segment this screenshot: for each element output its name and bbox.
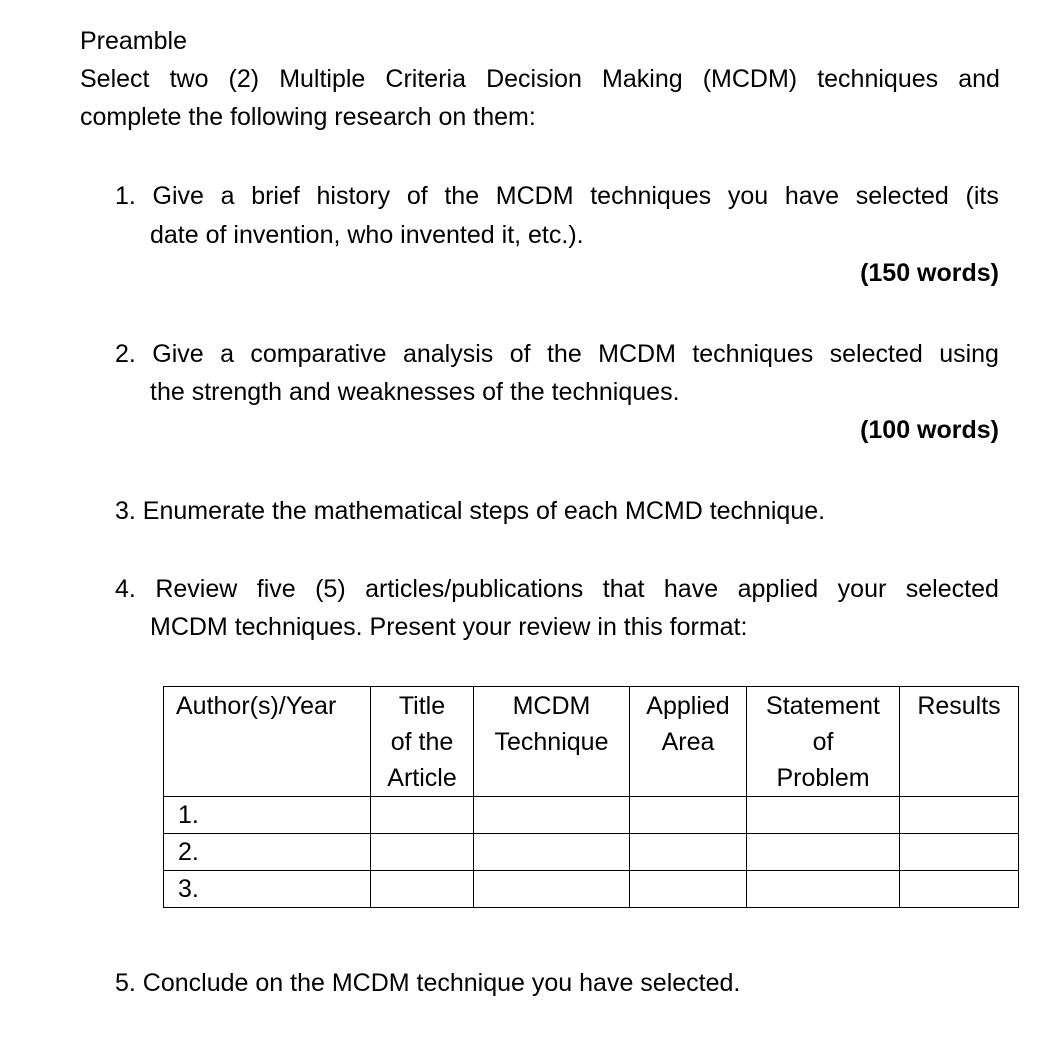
table-header-row: [164, 687, 1019, 797]
row-number: 1.: [164, 797, 371, 834]
word: Decision: [486, 65, 582, 93]
header-line: Area: [661, 728, 715, 756]
item-1-line-2: date of invention, who invented it, etc.).: [150, 221, 584, 249]
item-4-line-2: MCDM techniques. Present your review in this format:: [150, 613, 748, 641]
item-1-word-count: (150 words): [860, 259, 999, 287]
word: Criteria: [385, 65, 466, 93]
word: 2.: [115, 340, 136, 368]
preamble-paragraph: [80, 60, 1000, 136]
header-line: Applied: [646, 692, 730, 720]
word: Review: [155, 575, 238, 603]
item-2-line-2: the strength and weaknesses of the techniques.: [150, 378, 680, 406]
row-number: 2.: [164, 834, 371, 871]
word: a: [220, 182, 235, 210]
table-cell: [371, 834, 474, 871]
header-line: of: [812, 728, 834, 756]
word: history: [316, 182, 391, 210]
header-line: Article: [387, 764, 457, 792]
word: the: [444, 182, 480, 210]
word: your: [837, 575, 887, 603]
word: Multiple: [279, 65, 366, 93]
word: and: [958, 65, 1000, 93]
word: the: [546, 340, 582, 368]
word: Select: [80, 65, 150, 93]
word: (5): [315, 575, 346, 603]
word: five: [256, 575, 296, 603]
table-cell: [900, 871, 1019, 908]
table-row: [164, 871, 1019, 908]
preamble-line-1: [80, 60, 1000, 98]
header-line: MCDM: [512, 692, 591, 720]
header-applied-area: [630, 687, 747, 797]
word: 1.: [115, 182, 136, 210]
table-cell: [371, 871, 474, 908]
header-statement-of-problem: [747, 687, 900, 797]
word: 4.: [115, 575, 136, 603]
word: analysis: [402, 340, 494, 368]
table-cell: [900, 834, 1019, 871]
preamble-title: Preamble: [80, 27, 187, 55]
table-cell: [371, 797, 474, 834]
table-cell: [474, 797, 630, 834]
header-line: Author(s)/Year: [176, 692, 337, 720]
item-1-line-1: [115, 177, 999, 215]
item-2-line-1: [115, 335, 999, 373]
word: techniques: [692, 340, 814, 368]
word: you: [727, 182, 769, 210]
table-cell: [630, 834, 747, 871]
header-line: Problem: [776, 764, 870, 792]
table-cell: [747, 797, 900, 834]
word: of: [509, 340, 531, 368]
word: comparative: [250, 340, 387, 368]
header-mcdm-technique: [474, 687, 630, 797]
word: have: [663, 575, 719, 603]
word: brief: [251, 182, 300, 210]
header-author-year: [164, 687, 371, 797]
item-4-line-1: [115, 570, 999, 608]
word: Give: [152, 182, 204, 210]
word: two: [169, 65, 209, 93]
item-5-line-1: 5. Conclude on the MCDM technique you have selected.: [115, 969, 741, 997]
word: Making: [602, 65, 683, 93]
table-cell: [747, 834, 900, 871]
word: MCDM: [495, 182, 574, 210]
word: (its: [965, 182, 999, 210]
word: techniques: [817, 65, 939, 93]
word: applied: [737, 575, 819, 603]
row-number: 3.: [164, 871, 371, 908]
header-line: Statement: [766, 692, 880, 720]
word: selected: [829, 340, 923, 368]
word: using: [939, 340, 999, 368]
word: of: [406, 182, 428, 210]
table-row: [164, 797, 1019, 834]
word: (2): [228, 65, 260, 93]
word: that: [602, 575, 645, 603]
word: a: [220, 340, 234, 368]
table-row: [164, 834, 1019, 871]
header-line: Technique: [494, 728, 609, 756]
word: have: [784, 182, 840, 210]
word: MCDM: [598, 340, 676, 368]
item-3-line-1: 3. Enumerate the mathematical steps of each MCMD technique.: [115, 497, 826, 525]
word: selected: [905, 575, 999, 603]
table-cell: [474, 834, 630, 871]
header-line: Title: [398, 692, 446, 720]
review-format-table: [163, 686, 1019, 908]
item-2-word-count: (100 words): [860, 416, 999, 444]
header-line: of the: [390, 728, 454, 756]
word: techniques: [590, 182, 712, 210]
table-cell: [630, 871, 747, 908]
header-title-of-article: [371, 687, 474, 797]
word: selected: [855, 182, 949, 210]
preamble-line-2: complete the following research on them:: [80, 103, 536, 131]
header-line: Results: [917, 692, 1001, 720]
table-cell: [900, 797, 1019, 834]
header-results: [900, 687, 1019, 797]
table-cell: [747, 871, 900, 908]
word: Give: [152, 340, 204, 368]
table-cell: [630, 797, 747, 834]
table-cell: [474, 871, 630, 908]
word: articles/publications: [365, 575, 584, 603]
word: (MCDM): [702, 65, 798, 93]
